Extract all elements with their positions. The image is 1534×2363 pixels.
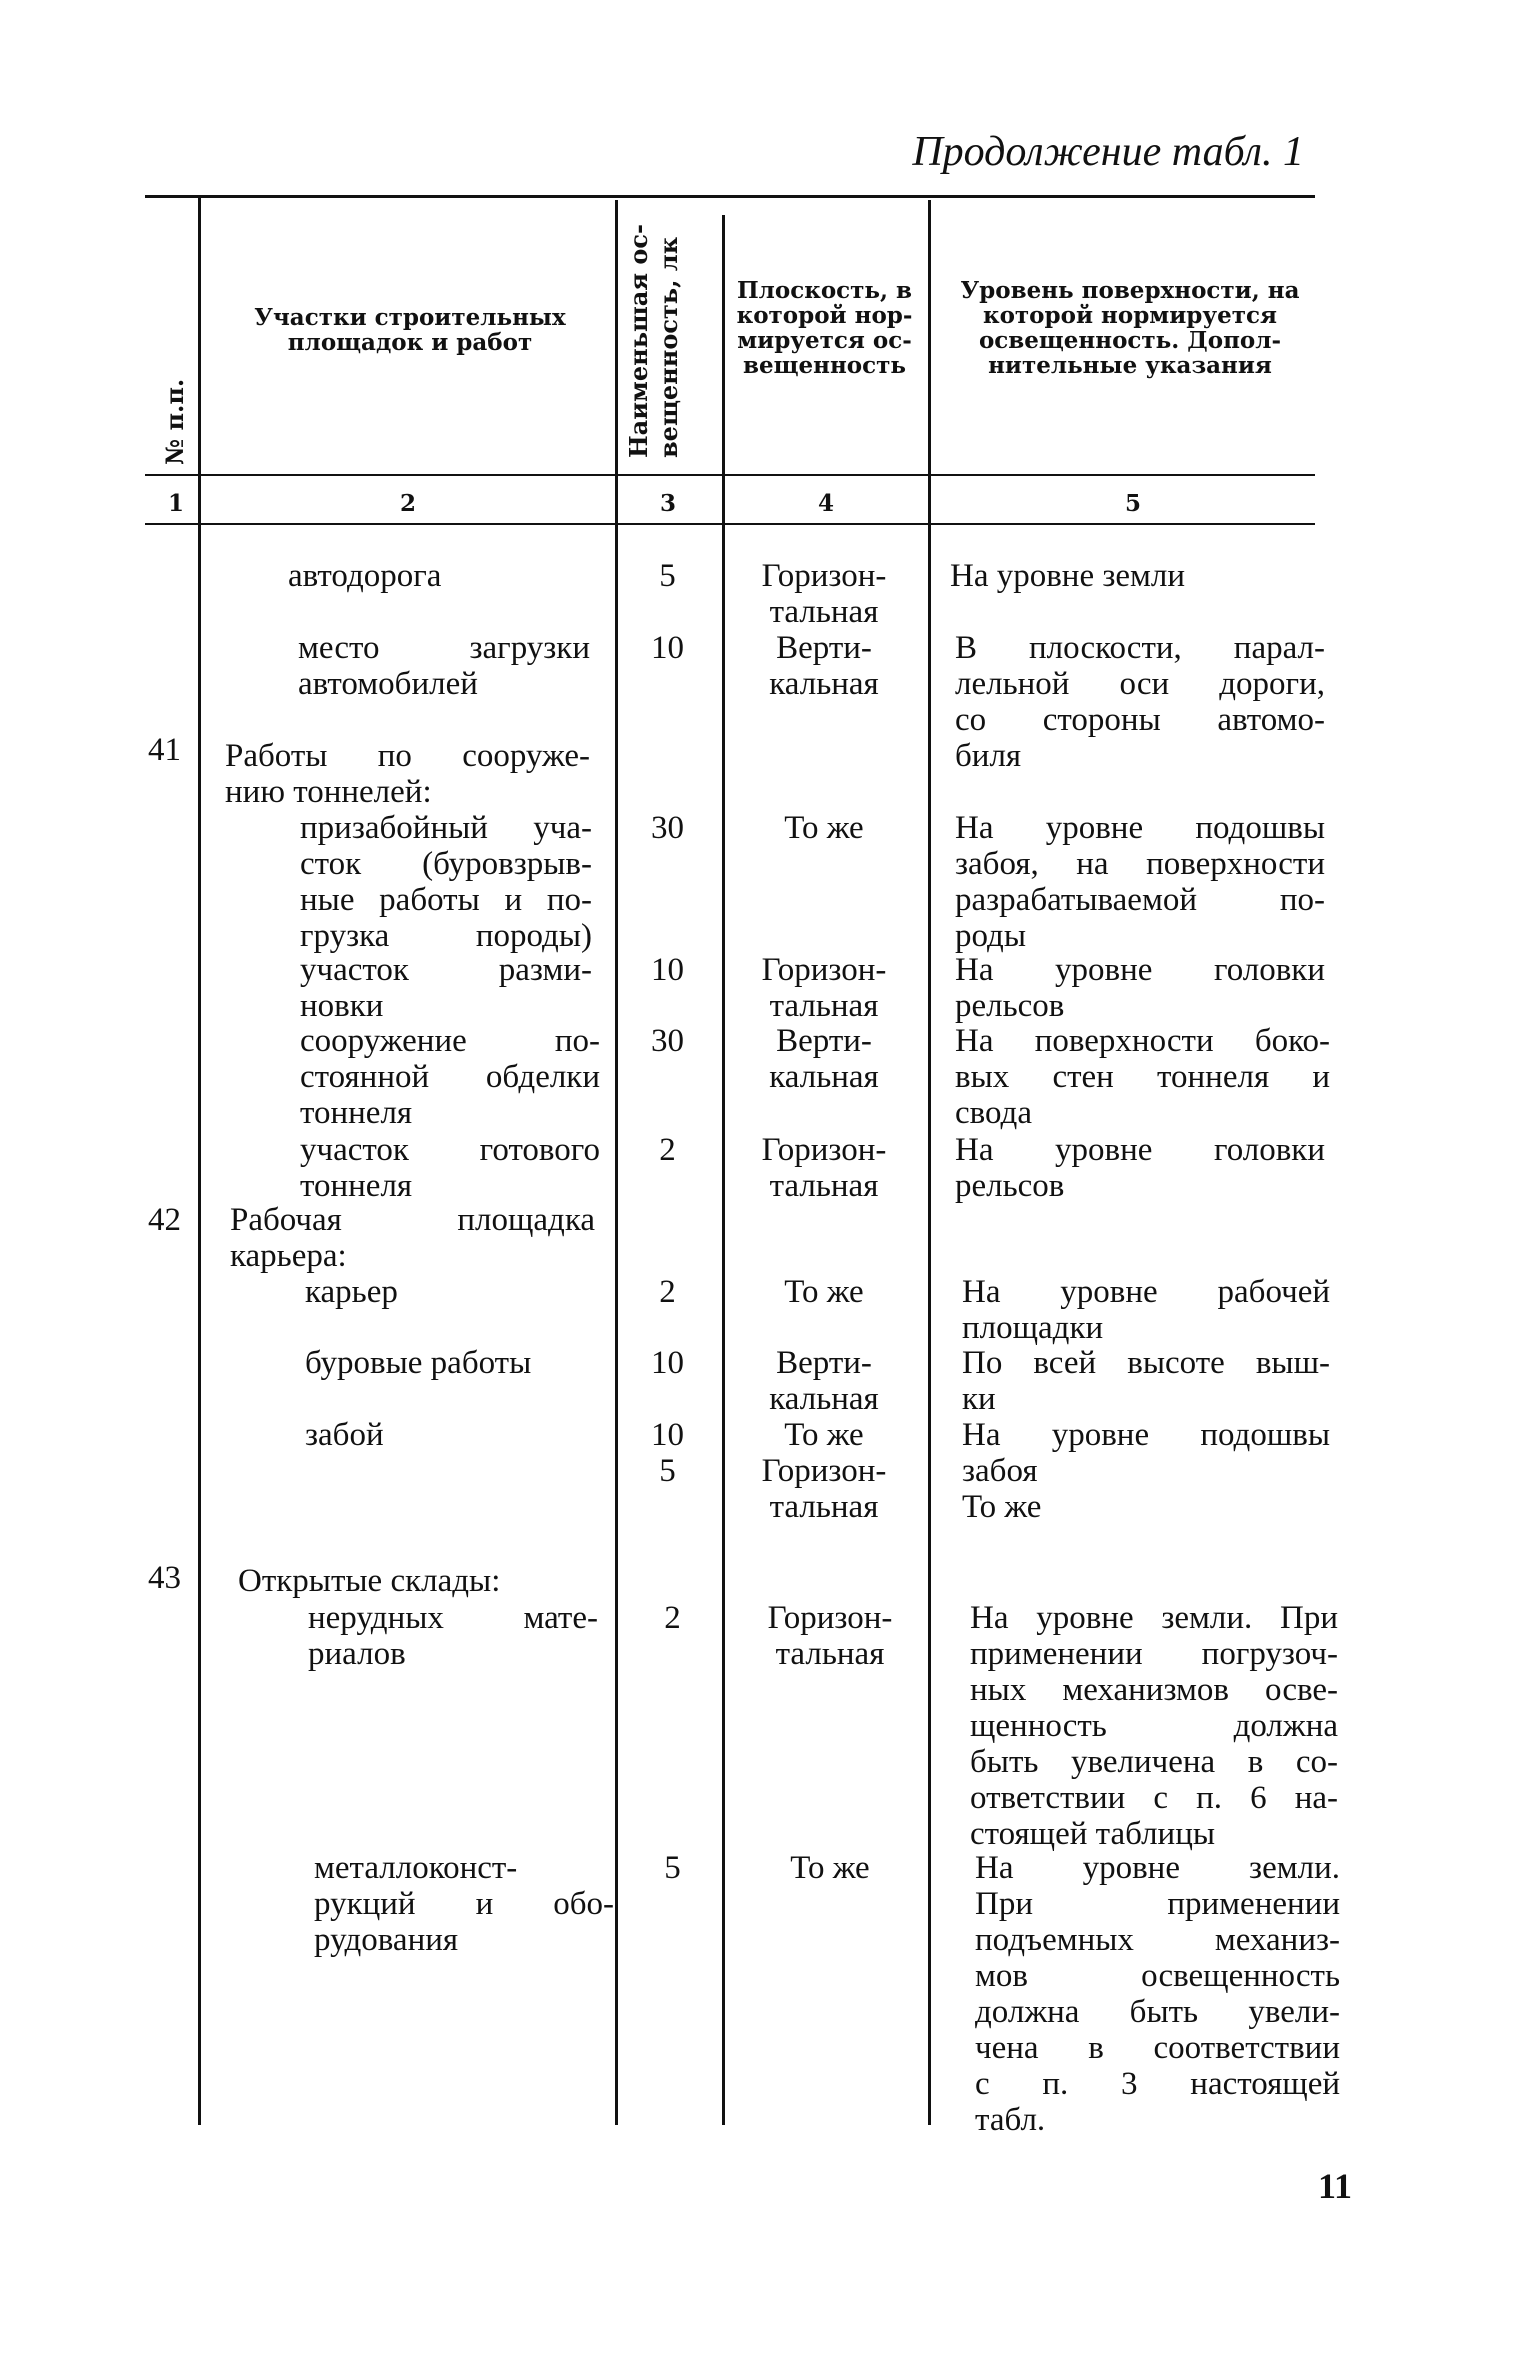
cell-plane: То же bbox=[790, 1850, 870, 1886]
cell-plane: Горизон- тальная bbox=[761, 952, 887, 1024]
header-bottom-rule bbox=[145, 474, 1315, 476]
cell-lux: 10 bbox=[651, 1345, 684, 1381]
header-row-number: № п.п. bbox=[160, 378, 189, 465]
cell-lux: 10 bbox=[651, 630, 684, 666]
cell-site: металлоконст- рукций и обо- рудования bbox=[314, 1850, 614, 1958]
cell-surface: По всей высоте выш- ки bbox=[962, 1345, 1330, 1417]
cell-site: место загрузки автомобилей bbox=[298, 630, 590, 702]
row-number-43: 43 bbox=[148, 1560, 181, 1596]
cell-surface: На уровне земли bbox=[950, 558, 1186, 594]
column-number-5: 5 bbox=[1125, 490, 1142, 517]
cell-site-group: Работы по сооруже- нию тоннелей: bbox=[225, 738, 590, 810]
cell-site: участок готового тоннеля bbox=[300, 1132, 600, 1204]
cell-site: забой bbox=[305, 1417, 384, 1453]
column-divider-1 bbox=[198, 197, 201, 2125]
cell-site: нерудных мате- риалов bbox=[308, 1600, 598, 1672]
page-number: 11 bbox=[1318, 2166, 1353, 2206]
cell-surface: На уровне головки рельсов bbox=[955, 952, 1325, 1024]
cell-surface: На уровне головки рельсов bbox=[955, 1132, 1325, 1204]
column-numbers-rule bbox=[145, 523, 1315, 525]
cell-plane: Горизон- тальная bbox=[761, 558, 887, 630]
cell-surface: На поверхности боко- вых стен тоннеля и свода bbox=[955, 1023, 1330, 1131]
column-number-4: 4 bbox=[818, 490, 835, 517]
cell-plane: Горизон- тальная bbox=[767, 1600, 893, 1672]
cell-plane: Верти- кальная bbox=[769, 630, 879, 702]
cell-site: участок разми- новки bbox=[300, 952, 592, 1024]
cell-site: призабойный уча- сток (буровзрыв- ные работы и по- грузка породы) bbox=[300, 810, 592, 954]
header-site-areas: Участки строительных площадок и работ bbox=[254, 304, 566, 356]
cell-lux: 2 bbox=[659, 1274, 676, 1310]
cell-lux: 30 bbox=[651, 810, 684, 846]
header-min-illuminance: Наименьшая ос-вещенность, лк bbox=[624, 223, 683, 458]
cell-lux: 5 bbox=[659, 558, 676, 594]
header-surface-level: Уровень поверхности, на которой нормируется освещенность. Допол-нительные указания bbox=[960, 277, 1300, 379]
cell-plane: Горизон- тальная bbox=[761, 1132, 887, 1204]
column-divider-4 bbox=[928, 200, 931, 2125]
cell-surface: На уровне земли. При применении подъемных механиз- мов освещенность должна быть увели- чена в соответствии с п. 3 настоящей табл. bbox=[975, 1850, 1340, 2138]
cell-site: сооружение по- стоянной обделки тоннеля bbox=[300, 1023, 600, 1131]
cell-surface: На уровне земли. При применении погрузоч- ных механизмов осве- щенность должна быть увеличена в со- ответствии с п. 6 на- стоящей таблицы bbox=[970, 1600, 1338, 1852]
cell-surface: На уровне подошвы забоя То же bbox=[962, 1417, 1330, 1525]
column-number-2: 2 bbox=[400, 490, 417, 517]
cell-site-group: Открытые склады: bbox=[238, 1563, 501, 1599]
row-number-41: 41 bbox=[148, 732, 181, 768]
cell-plane: Верти- кальная bbox=[769, 1345, 879, 1417]
cell-plane: То же bbox=[784, 810, 864, 846]
cell-lux: 30 bbox=[651, 1023, 684, 1059]
column-number-1: 1 bbox=[168, 490, 185, 517]
cell-surface: На уровне подошвы забоя, на поверхности разрабатываемой по- роды bbox=[955, 810, 1325, 954]
cell-plane: То же bbox=[784, 1274, 864, 1310]
column-number-3: 3 bbox=[660, 490, 677, 517]
cell-surface: На уровне рабочей площадки bbox=[962, 1274, 1330, 1346]
cell-site: буровые работы bbox=[305, 1345, 532, 1381]
cell-plane: Верти- кальная bbox=[769, 1023, 879, 1095]
cell-surface: В плоскости, парал- лельной оси дороги, со стороны автомо- биля bbox=[955, 630, 1325, 774]
cell-site: карьер bbox=[305, 1274, 398, 1310]
cell-lux: 2 bbox=[664, 1600, 681, 1636]
cell-lux: 10 bbox=[651, 952, 684, 988]
column-divider-2 bbox=[615, 200, 618, 2125]
header-plane: Плоскость, в которой нор-мируется ос-вещенность bbox=[736, 277, 913, 379]
cell-lux: 5 bbox=[664, 1850, 681, 1886]
table-continuation-caption: Продолжение табл. 1 bbox=[912, 129, 1304, 175]
row-number-42: 42 bbox=[148, 1202, 181, 1238]
cell-lux: 10 5 bbox=[651, 1417, 684, 1489]
cell-lux: 2 bbox=[659, 1132, 676, 1168]
cell-site: автодорога bbox=[288, 558, 442, 594]
cell-site-group: Рабочая площадка карьера: bbox=[230, 1202, 595, 1274]
table-top-rule bbox=[145, 195, 1315, 198]
cell-plane: То же Горизон- тальная bbox=[761, 1417, 887, 1525]
